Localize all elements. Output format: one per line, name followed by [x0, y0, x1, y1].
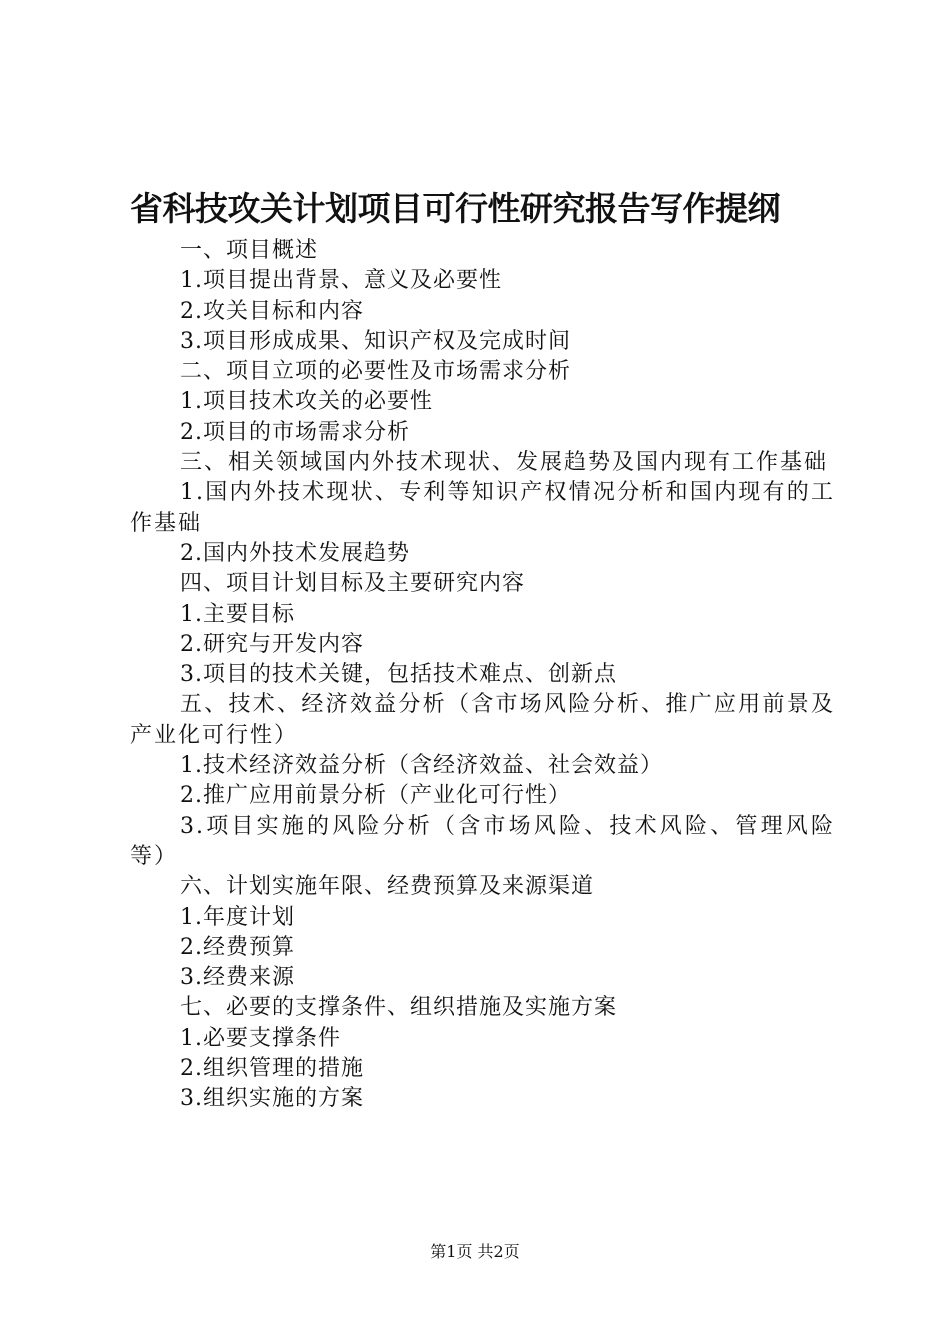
outline-item: 2.攻关目标和内容 [180, 298, 364, 324]
outline-item: 3.经费来源 [180, 965, 295, 991]
outline-item: 2.研究与开发内容 [180, 631, 364, 657]
outline-item: 2.国内外技术发展趋势 [180, 540, 410, 566]
section-heading: 六、计划实施年限、经费预算及来源渠道 [180, 874, 595, 900]
outline-item: 1.项目技术攻关的必要性 [180, 389, 433, 415]
section-heading: 四、项目计划目标及主要研究内容 [180, 571, 526, 597]
page-number: 第1页 共2页 [430, 1242, 520, 1261]
outline-item: 1.年度计划 [180, 904, 295, 930]
section-heading: 三、相关领域国内外技术现状、发展趋势及国内现有工作基础 [180, 450, 829, 476]
outline-item: 1.国内外技术现状、专利等知识产权情况分析和国内现有的工作基础 [130, 480, 835, 536]
outline-item: 3.项目实施的风险分析（含市场风险、技术风险、管理风险等） [130, 813, 835, 869]
section-heading: 七、必要的支撑条件、组织措施及实施方案 [180, 995, 618, 1021]
outline-item: 3.项目形成成果、知识产权及完成时间 [180, 328, 571, 354]
section-heading: 五、技术、经济效益分析（含市场风险分析、推广应用前景及产业化可行性） [130, 692, 835, 748]
outline-item: 1.技术经济效益分析（含经济效益、社会效益） [180, 753, 663, 779]
outline-item: 3.组织实施的方案 [180, 1086, 364, 1112]
outline-item: 2.项目的市场需求分析 [180, 419, 410, 445]
outline-item: 3.项目的技术关键，包括技术难点、创新点 [180, 662, 617, 688]
outline-item: 2.组织管理的措施 [180, 1056, 364, 1082]
document-body [130, 236, 835, 1115]
outline-item: 1.项目提出背景、意义及必要性 [180, 268, 502, 294]
section-heading: 一、项目概述 [180, 238, 319, 263]
outline-item: 2.经费预算 [180, 934, 295, 960]
document-title: 省科技攻关计划项目可行性研究报告写作提纲 [130, 189, 780, 228]
outline-item: 1.主要目标 [180, 601, 295, 627]
section-heading: 二、项目立项的必要性及市场需求分析 [180, 359, 572, 385]
outline-item: 2.推广应用前景分析（产业化可行性） [180, 783, 571, 809]
outline-item: 1.必要支撑条件 [180, 1025, 341, 1051]
